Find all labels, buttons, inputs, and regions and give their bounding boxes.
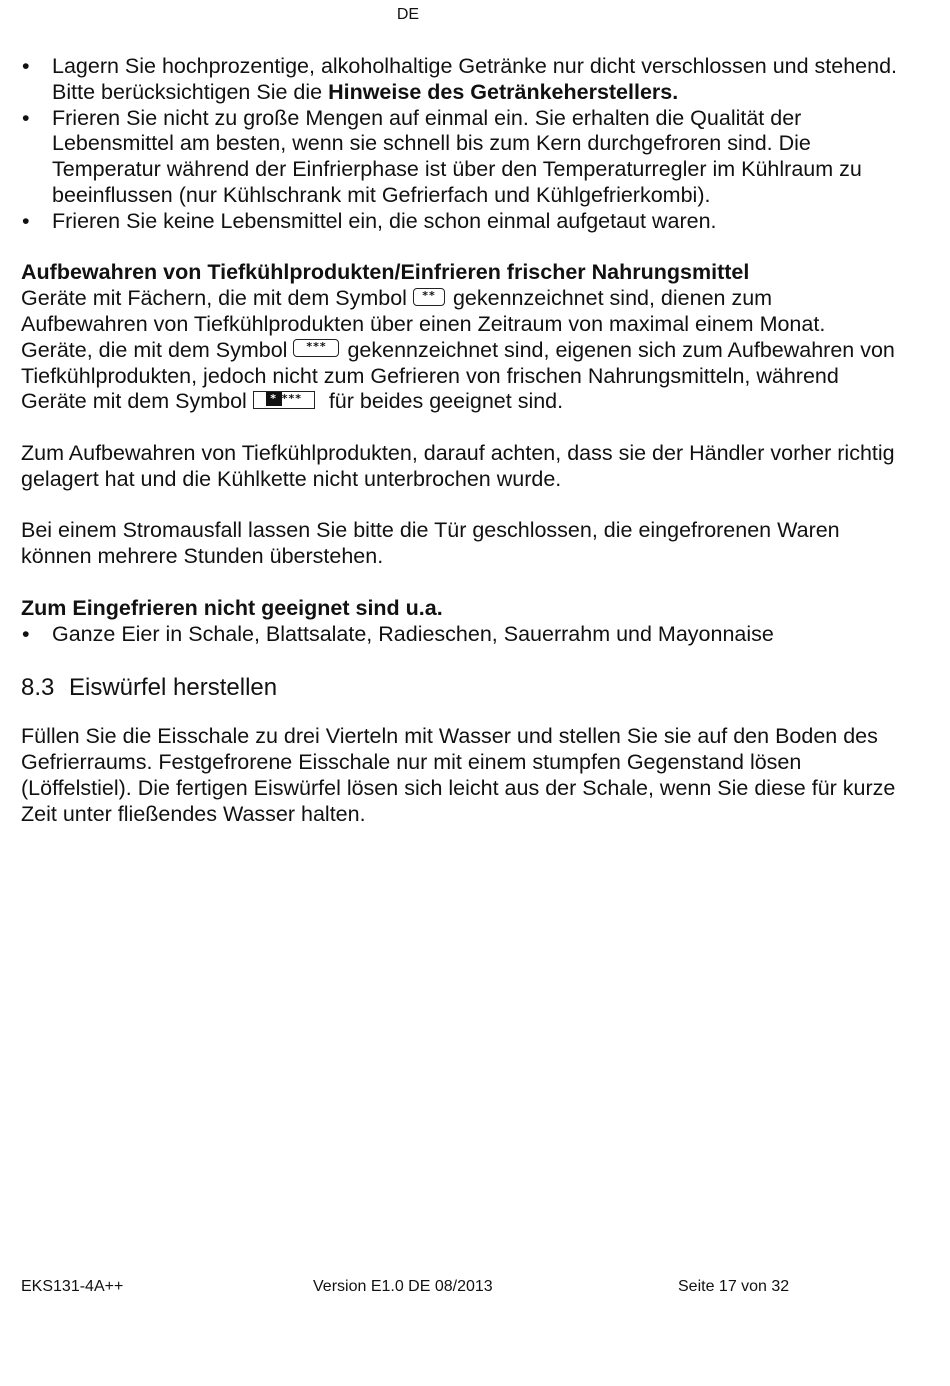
unsuitable-heading: Zum Eingefrieren nicht geeignet sind u.a. [21, 595, 443, 620]
page-language-label: DE [396, 6, 420, 23]
list-item [21, 209, 901, 235]
list-item [21, 106, 901, 209]
list-item [21, 622, 901, 648]
footer-page-number: Seite 17 von 32 [678, 1278, 790, 1295]
storage-paragraph-2 [21, 338, 901, 415]
storage-paragraph-1 [21, 286, 901, 338]
four-star-freezer-icon: * *** [253, 391, 315, 409]
footer-model: EKS131-4A++ [21, 1278, 124, 1295]
section-number: 8.3 [21, 674, 55, 702]
section-title: Eiswürfel herstellen [69, 674, 278, 702]
bullet-list-top [21, 54, 901, 235]
storage-heading: Aufbewahren von Tiefkühlprodukten/Einfrieren frischer Nahrungsmittel [21, 260, 750, 285]
storage-p2-text-c: für beides geeignet sind. [328, 389, 564, 414]
list-item-text: Frieren Sie nicht zu große Mengen auf einmal ein. Sie erhalten die Qualität der Lebensmittel am besten, wenn sie schnell bis zum Kern durchgefroren sind. Die Temperatur während der Einfrierphase ist über den Temperaturregler im Kühlraum zu beeinflussen (nur Kühlschrank mit Gefrierfach und Kühlgefrierkombi). [52, 105, 862, 207]
ice-cube-paragraph: Füllen Sie die Eisschale zu drei Vierteln mit Wasser und stellen Sie sie auf den Boden des Gefrierraums. Festgefrorene Eisschale nur mit einem stumpfen Gegenstand lösen (Löffelstiel). Die fertigen Eiswürfel lösen sich leicht aus der Schale, wenn Sie diese für kurze Zeit unter fließendes Wasser halten. [21, 724, 896, 826]
section-heading [21, 674, 901, 702]
storage-p2-text-b: gekennzeichnet sind, eigenen sich zum Aufbewahren von Tiefkühlprodukten, jedoch nicht zum Gefrieren von frischen Nahrungsmitteln, während Geräte mit dem Symbol [21, 337, 895, 414]
storage-p2-text-a: Geräte, die mit dem Symbol [21, 337, 288, 362]
three-star-freezer-icon: *** [293, 339, 339, 357]
storage-p1-text-a: Geräte mit Fächern, die mit dem Symbol [21, 286, 407, 311]
two-star-freezer-icon: ** [413, 288, 445, 306]
list-item-text: Ganze Eier in Schale, Blattsalate, Radieschen, Sauerrahm und Mayonnaise [52, 621, 774, 646]
list-item-text: Lagern Sie hochprozentige, alkoholhaltige Getränke nur dicht verschlossen und stehend. Bitte berücksichtigen Sie die [52, 54, 898, 104]
unsuitable-list [21, 622, 901, 648]
cold-chain-paragraph: Zum Aufbewahren von Tiefkühlprodukten, darauf achten, dass sie der Händler vorher richtig gelagert hat und die Kühlkette nicht unterbrochen wurde. [21, 440, 895, 491]
storage-p1-text-b: gekennzeichnet sind, dienen zum Aufbewahren von Tiefkühlprodukten über einen Zeitraum von maximal einem Monat. [21, 286, 826, 336]
list-item [21, 54, 901, 106]
page-content [21, 54, 901, 828]
list-item-bold-text: Hinweise des Getränkeherstellers. [328, 79, 679, 104]
footer-version: Version E1.0 DE 08/2013 [313, 1278, 493, 1295]
list-item-text: Frieren Sie keine Lebensmittel ein, die schon einmal aufgetaut waren. [52, 208, 717, 233]
power-failure-paragraph: Bei einem Stromausfall lassen Sie bitte die Tür geschlossen, die eingefrorenen Waren können mehrere Stunden überstehen. [21, 518, 840, 569]
